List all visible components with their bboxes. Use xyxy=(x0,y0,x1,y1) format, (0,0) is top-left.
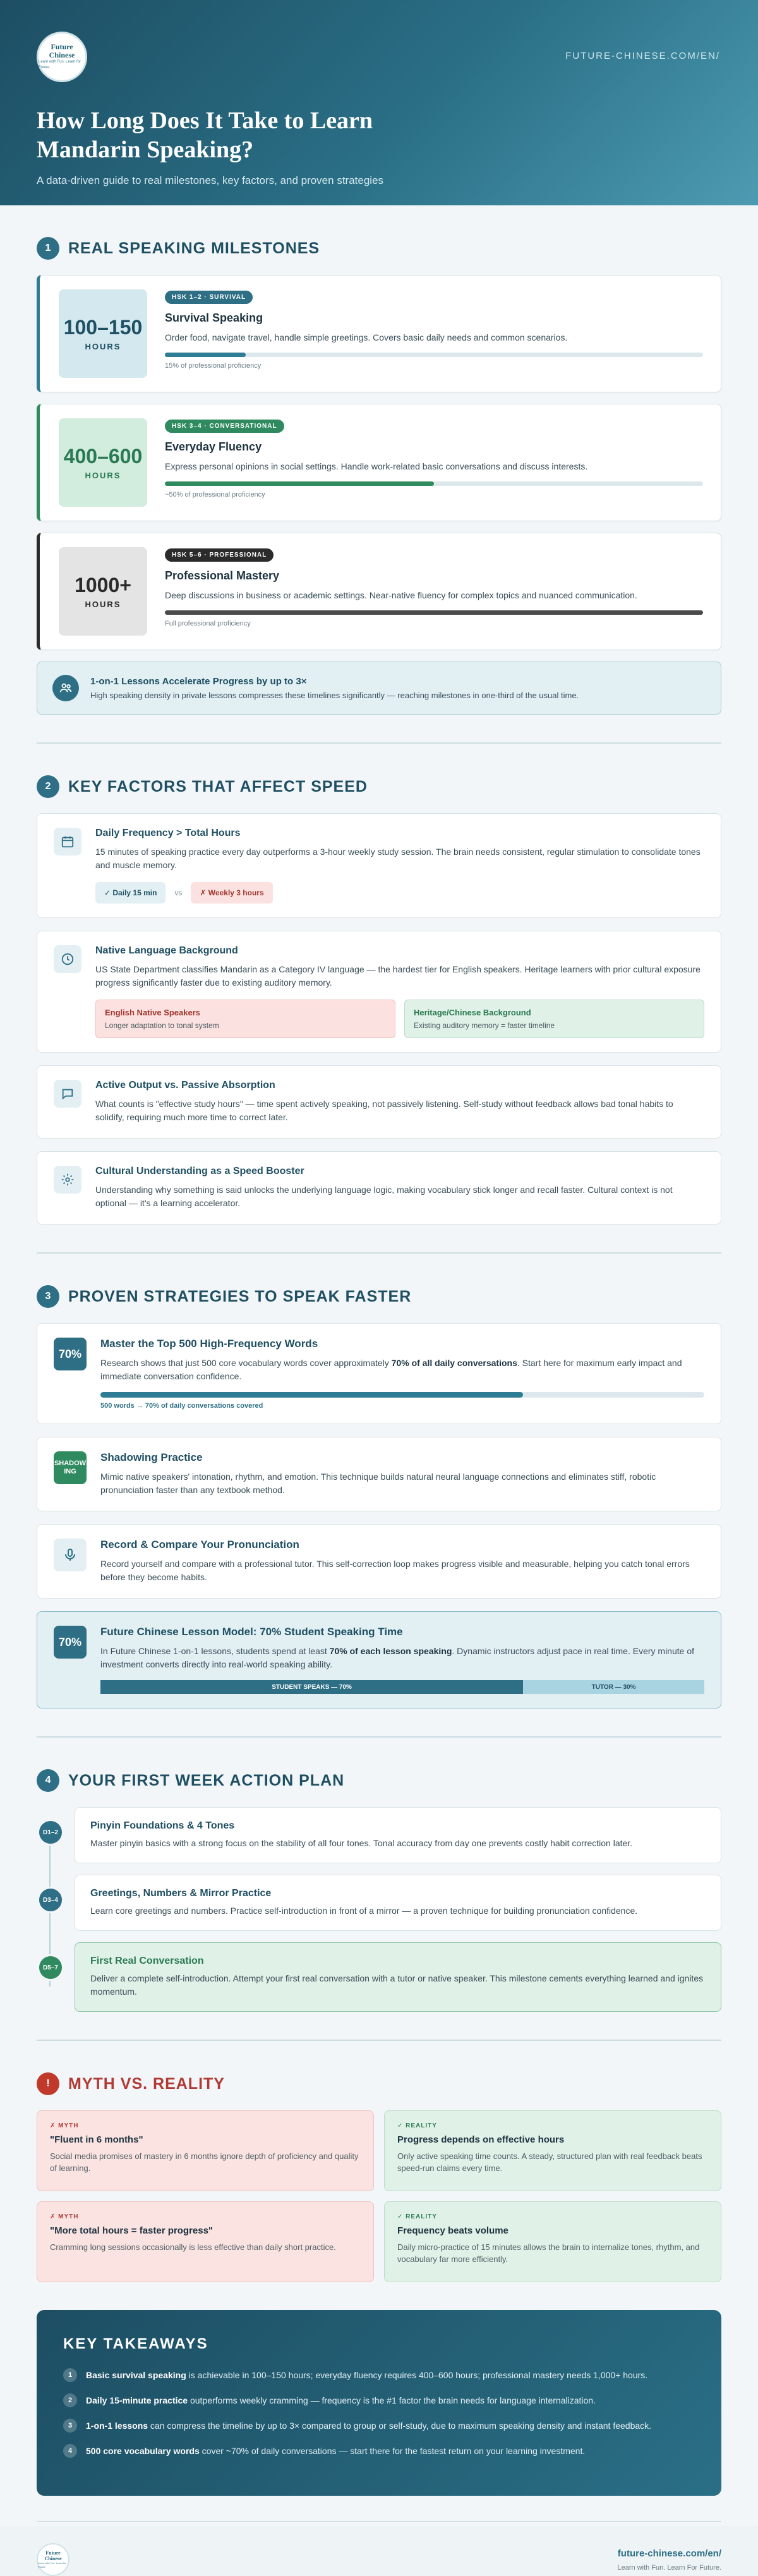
hours-unit: HOURS xyxy=(85,471,121,480)
vs-label: vs xyxy=(174,888,183,897)
heritage-background-box: Heritage/Chinese Background Existing auditory memory = faster timeline xyxy=(404,1000,704,1038)
section-number: 4 xyxy=(37,1769,59,1792)
percent-badge-icon: 70% xyxy=(54,1338,87,1370)
footer-logo[interactable]: Future Chinese Learn with Fun. Learn for Future. xyxy=(37,2543,69,2576)
factor-title: Daily Frequency > Total Hours xyxy=(95,828,241,838)
step-description: Master pinyin basics with a strong focus on the stability of all four tones. Tonal accuracy from day one prevents costly habit correction later. xyxy=(90,1838,633,1848)
strategy-text: In Future Chinese 1-on-1 lessons, students spend at least 70% of each lesson speaking. Dynamic instructors adjust pace in real time. Every minute of investment converts directly into real-world speaking ability. xyxy=(100,1646,694,1669)
section-heading xyxy=(37,1769,721,1792)
proficiency-bar-fill xyxy=(165,353,246,357)
section-title: PROVEN STRATEGIES TO SPEAK FASTER xyxy=(68,1287,412,1305)
milestone-card-survival xyxy=(37,275,721,392)
milestone-description: Deep discussions in business or academic settings. Near-native fluency for complex topics and nuanced communication. xyxy=(165,590,637,600)
factor-text: What counts is "effective study hours" — time spent actively speaking, not passively listening. Self-study without feedback allows bad tonal habits to solidify, requiring much more time to correct later. xyxy=(95,1099,673,1122)
proficiency-bar-fill xyxy=(165,481,434,486)
milestone-title: Everyday Fluency xyxy=(165,440,262,453)
section-heading xyxy=(37,2072,721,2095)
hours-box xyxy=(59,418,147,507)
factor-title: Cultural Understanding as a Speed Booster xyxy=(95,1166,304,1176)
card-text: Social media promises of mastery in 6 months ignore depth of proficiency and quality of learning. xyxy=(50,2151,359,2173)
myth-card xyxy=(37,2110,374,2191)
step-title: Pinyin Foundations & 4 Tones xyxy=(90,1820,235,1831)
timeline-step-d3 xyxy=(43,1875,721,1931)
myth-tag: ✗ MYTH xyxy=(50,2213,79,2220)
lessons-callout xyxy=(37,662,721,715)
takeaway-item xyxy=(63,2393,695,2407)
card-title: Frequency beats volume xyxy=(397,2225,508,2236)
strategy-title: Future Chinese Lesson Model: 70% Student Speaking Time xyxy=(100,1626,403,1638)
users-icon xyxy=(52,675,79,701)
hero-header xyxy=(0,0,758,205)
proficiency-label: Full professional proficiency xyxy=(165,620,251,627)
takeaway-text: Basic survival speaking is achievable in 100–150 hours; everyday fluency requires 400–600 hours; professional mastery needs 1,000+ hours. xyxy=(86,2370,648,2380)
page-title: How Long Does It Take to Learn Mandarin Speaking? xyxy=(37,107,373,163)
strategy-card-record xyxy=(37,1524,721,1599)
hours-value: 100–150 xyxy=(63,316,143,339)
level-badge: HSK 5–6 · PROFESSIONAL xyxy=(165,548,274,562)
section-title: REAL SPEAKING MILESTONES xyxy=(68,239,320,257)
reality-tag: ✓ REALITY xyxy=(397,2213,437,2220)
strategy-text: Research shows that just 500 core vocabulary words cover approximately 70% of all daily conversations. Start here for maximum early impact and immediate conversation confidence. xyxy=(100,1358,682,1381)
milestone-card-conversational xyxy=(37,404,721,521)
strategy-title: Record & Compare Your Pronunciation xyxy=(100,1539,299,1551)
factor-card-native-language xyxy=(37,931,721,1053)
milestone-description: Express personal opinions in social settings. Handle work-related basic conversations and discuss interests. xyxy=(165,461,588,471)
card-title: "More total hours = faster progress" xyxy=(50,2225,214,2236)
milestone-title: Professional Mastery xyxy=(165,569,280,582)
proficiency-label: ~50% of professional proficiency xyxy=(165,491,265,499)
takeaway-text: 1-on-1 lessons can compress the timeline by up to 3× compared to group or self-study, due to maximum speaking density and instant feedback. xyxy=(86,2421,652,2431)
card-text: Daily micro-practice of 15 minutes allows the brain to internalize tones, rhythm, and vocabulary far more efficiently. xyxy=(397,2242,700,2264)
background-comparison xyxy=(95,1000,704,1038)
chip-daily: ✓ Daily 15 min xyxy=(95,882,165,904)
takeaway-number: 2 xyxy=(63,2393,77,2407)
page-footer xyxy=(37,2521,721,2576)
english-speakers-box: English Native Speakers Longer adaptation to tonal system xyxy=(95,1000,395,1038)
proficiency-bar xyxy=(165,481,703,486)
step-description: Deliver a complete self-introduction. Attempt your first real conversation with a tutor or native speaker. This milestone cements everything learned and ignites momentum. xyxy=(90,1973,704,1997)
main-content xyxy=(0,205,758,2576)
factor-text: Understanding why something is said unlocks the underlying language logic, making vocabulary stick longer and recall faster. Cultural context is not optional — it's a learning accelerator. xyxy=(95,1185,673,1208)
takeaway-text: Daily 15-minute practice outperforms weekly cramming — frequency is the #1 factor the brain needs for language internalization. xyxy=(86,2395,596,2405)
section-title: MYTH VS. REALITY xyxy=(68,2074,225,2093)
section-number: 1 xyxy=(37,237,59,260)
strategy-text: Record yourself and compare with a professional tutor. This self-correction loop makes progress visible and measurable, helping you catch tonal errors before they become habits. xyxy=(100,1559,690,1582)
section-heading xyxy=(37,1285,721,1308)
proficiency-bar xyxy=(165,610,703,615)
hours-unit: HOURS xyxy=(85,342,121,351)
footer-url-link[interactable]: future-chinese.com/en/ xyxy=(617,2548,721,2559)
myth-tag: ✗ MYTH xyxy=(50,2122,79,2129)
hours-box xyxy=(59,547,147,636)
step-title: First Real Conversation xyxy=(90,1956,204,1966)
section-number: 2 xyxy=(37,775,59,798)
takeaway-text: 500 core vocabulary words cover ~70% of daily conversations — start there for the fastest return on your learning investment. xyxy=(86,2446,586,2456)
header-url-link[interactable]: FUTURE-CHINESE.COM/EN/ xyxy=(565,51,720,61)
takeaway-number: 4 xyxy=(63,2444,77,2458)
takeaway-item xyxy=(63,2419,695,2433)
section-title: YOUR FIRST WEEK ACTION PLAN xyxy=(68,1771,345,1789)
proficiency-bar-fill xyxy=(165,610,703,615)
shadowing-icon: SHADOW ING xyxy=(54,1451,87,1484)
day-marker: D1–2 xyxy=(37,1819,64,1846)
myth-reality-section xyxy=(37,2041,721,2282)
tutor-share: TUTOR — 30% xyxy=(523,1680,704,1694)
page-subtitle: A data-driven guide to real milestones, key factors, and proven strategies xyxy=(37,174,384,186)
timeline xyxy=(37,1807,721,2012)
takeaways-title: KEY TAKEAWAYS xyxy=(63,2335,208,2352)
coverage-bar xyxy=(100,1392,704,1398)
action-plan-section xyxy=(37,1738,721,2041)
factor-title: Native Language Background xyxy=(95,945,238,956)
chip-weekly: ✗ Weekly 3 hours xyxy=(191,882,272,904)
factor-text: 15 minutes of speaking practice every day outperforms a 3-hour weekly study session. The brain needs consistent, regular stimulation to consolidate tones and muscle memory. xyxy=(95,847,701,870)
proficiency-label: 15% of professional proficiency xyxy=(165,362,262,370)
student-share: STUDENT SPEAKS — 70% xyxy=(100,1680,523,1694)
calendar-icon xyxy=(54,828,81,856)
myth-card xyxy=(37,2201,374,2282)
section-heading xyxy=(37,237,721,260)
speaking-time-split-bar xyxy=(100,1680,704,1694)
milestone-description: Order food, navigate travel, handle simple greetings. Covers basic daily needs and common scenarios. xyxy=(165,332,568,342)
strategy-text: Mimic native speakers' intonation, rhythm, and emotion. This technique builds natural neural language connections and eliminates stiff, robotic pronunciation faster than any textbook method. xyxy=(100,1472,656,1495)
level-badge: HSK 3–4 · CONVERSATIONAL xyxy=(165,420,284,433)
coverage-bar-fill xyxy=(100,1392,523,1398)
takeaway-item xyxy=(63,2444,695,2458)
reality-card xyxy=(384,2201,721,2282)
hours-unit: HOURS xyxy=(85,600,121,609)
factors-section xyxy=(37,744,721,1254)
factor-text: US State Department classifies Mandarin as a Category IV language — the hardest tier for English speakers. Heritage learners with prior cultural exposure progress significantly faster due to existing auditory memory. xyxy=(95,964,701,988)
reality-tag: ✓ REALITY xyxy=(397,2122,437,2129)
card-text: Only active speaking time counts. A steady, structured plan with real feedback beats speed-run claims every time. xyxy=(397,2151,702,2173)
factor-card-cultural xyxy=(37,1151,721,1225)
factor-card-active-output xyxy=(37,1065,721,1139)
takeaway-number: 1 xyxy=(63,2368,77,2382)
chat-icon xyxy=(54,1080,81,1108)
percent-badge-icon: 70% xyxy=(54,1626,87,1659)
strategy-title: Master the Top 500 High-Frequency Words xyxy=(100,1338,318,1350)
hours-box xyxy=(59,289,147,378)
section-number: 3 xyxy=(37,1285,59,1308)
milestone-title: Survival Speaking xyxy=(165,311,263,324)
strategies-section xyxy=(37,1254,721,1738)
brand-logo[interactable]: Future Chinese Learn with Fun. Learn for Future. xyxy=(37,32,87,82)
reality-card xyxy=(384,2110,721,2191)
milestone-card-professional xyxy=(37,533,721,650)
strategy-card-shadowing xyxy=(37,1437,721,1511)
timeline-step-d5 xyxy=(43,1942,721,2012)
step-description: Learn core greetings and numbers. Practice self-introduction in front of a mirror — a proven technique for building pronunciation confidence. xyxy=(90,1906,638,1916)
myth-reality-grid xyxy=(37,2110,721,2282)
microphone-icon xyxy=(54,1539,87,1571)
takeaway-item xyxy=(63,2368,695,2382)
level-badge: HSK 1–2 · SURVIVAL xyxy=(165,291,253,304)
factor-title: Active Output vs. Passive Absorption xyxy=(95,1080,275,1091)
alert-icon: ! xyxy=(37,2072,59,2095)
step-title: Greetings, Numbers & Mirror Practice xyxy=(90,1888,272,1899)
factor-card-frequency xyxy=(37,813,721,918)
hours-value: 1000+ xyxy=(75,574,131,596)
section-title: KEY FACTORS THAT AFFECT SPEED xyxy=(68,777,368,795)
strategy-card-vocabulary xyxy=(37,1323,721,1424)
card-title: "Fluent in 6 months" xyxy=(50,2134,143,2145)
proficiency-bar xyxy=(165,353,703,357)
callout-text: High speaking density in private lessons compresses these timelines significantly — reaching milestones in one-third of the usual time. xyxy=(90,691,579,700)
footer-tagline: Learn with Fun. Learn For Future. xyxy=(617,2563,721,2572)
strategy-title: Shadowing Practice xyxy=(100,1451,203,1463)
gear-icon xyxy=(54,1166,81,1194)
comparison-chips xyxy=(95,882,704,904)
section-heading xyxy=(37,775,721,798)
milestones-section xyxy=(37,205,721,744)
timeline-step-d1 xyxy=(43,1807,721,1863)
strategy-card-lesson-model xyxy=(37,1611,721,1708)
coverage-label: 500 words → 70% of daily conversations covered xyxy=(100,1402,263,1410)
clock-icon xyxy=(54,945,81,973)
card-text: Cramming long sessions occasionally is less effective than daily short practice. xyxy=(50,2242,336,2252)
key-takeaways-panel xyxy=(37,2310,721,2496)
day-marker: D5–7 xyxy=(37,1954,64,1981)
callout-title: 1-on-1 Lessons Accelerate Progress by up to 3× xyxy=(90,676,307,687)
day-marker: D3–4 xyxy=(37,1887,64,1913)
hours-value: 400–600 xyxy=(63,445,143,468)
takeaway-number: 3 xyxy=(63,2419,77,2433)
card-title: Progress depends on effective hours xyxy=(397,2134,565,2145)
